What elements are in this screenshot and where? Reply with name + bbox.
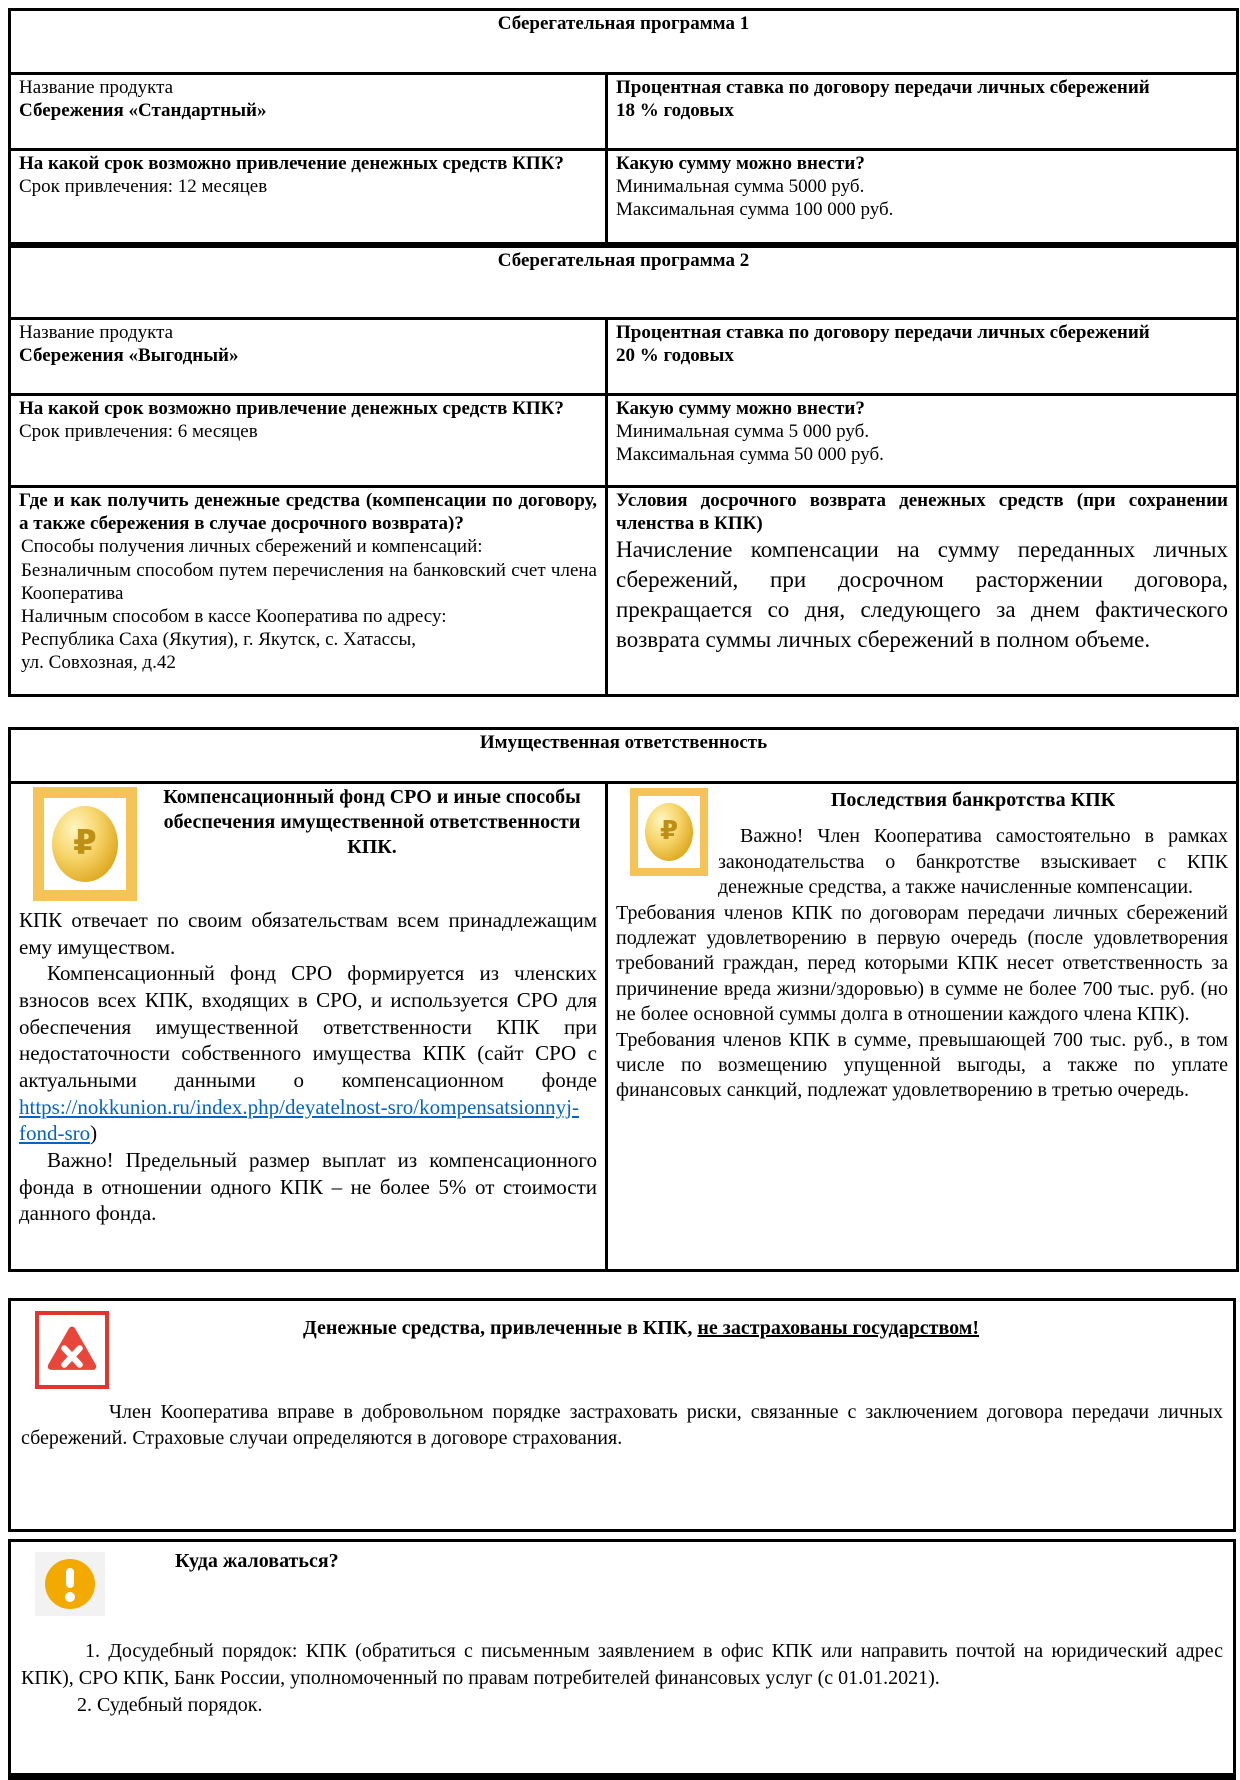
underlined-warning-text: не застрахованы государством! bbox=[697, 1317, 980, 1339]
ruble-symbol: ₽ bbox=[73, 823, 97, 864]
program2-amount-cell bbox=[607, 395, 1238, 487]
program1-term-cell bbox=[10, 150, 607, 244]
table-row bbox=[10, 395, 1238, 487]
savings-program-1-table bbox=[8, 8, 1239, 245]
ruble-symbol: ₽ bbox=[659, 816, 679, 847]
early-return-text: Начисление компенсации на сумму переданных личных сбережений, при досрочном расторжении договора, прекращается со дня, следующего за днем фактического возврата суммы личных сбережений в полном объеме. bbox=[616, 537, 1228, 653]
program2-term-cell bbox=[10, 395, 607, 487]
liability-right-paragraph: Важно! Член Кооператива самостоятельно в рамках законодательства о банкротстве взыскивает с КПК денежные средства, а также начисленные компенсации. bbox=[718, 825, 1229, 899]
payout-title: Где и как получить денежные средства (компенсации по договору, а также сбережения в случае досрочного возврата)? bbox=[19, 490, 597, 535]
ruble-coin-icon bbox=[33, 787, 137, 901]
table-row bbox=[10, 74, 1238, 150]
bankruptcy-heading: Последствия банкротства КПК bbox=[830, 789, 1116, 811]
sro-fund-link[interactable]: https://nokkunion.ru/index.php/deyatelnost-sro/kompensatsionnyj-fond-sro bbox=[19, 1094, 579, 1146]
amount-title: Какую сумму можно внести? bbox=[616, 153, 865, 174]
product-name: Сбережения «Стандартный» bbox=[19, 100, 267, 122]
complaints-box bbox=[8, 1539, 1236, 1780]
rate-value: 18 % годовых bbox=[616, 100, 734, 122]
program1-amount-cell bbox=[607, 150, 1238, 244]
complaints-title: Куда жаловаться? bbox=[175, 1550, 339, 1572]
insurance-warning-body: Член Кооператива вправе в добровольном порядке застраховать риски, связанные с заключением договора передачи личных сбережений. Страховые случаи определяются в договоре страхования. bbox=[21, 1401, 1223, 1449]
early-return-title: Условия досрочного возврата денежных средств (при сохранении членства в КПК) bbox=[616, 490, 1228, 535]
table-row bbox=[10, 783, 1238, 1271]
liability-right-paragraph: Требования членов КПК по договорам передачи личных сбережений подлежат удовлетворению в первую очередь (после удовлетворения требований граждан, перед которыми КПК несет ответственность за причинение вреда жизни/здоровью) в сумме не более 700 тыс. руб. (но не более основной суммы долга в отношении каждого члена КПК). bbox=[616, 901, 1229, 1026]
exclamation-icon bbox=[35, 1552, 105, 1616]
payout-line: Способы получения личных сбережений и компенсаций: bbox=[21, 536, 483, 558]
liability-right-paragraph: Требования членов КПК в сумме, превышающей 700 тыс. руб., в том числе по возмещению упущенной выгоды, а также по уплате финансовых санкций, подлежат удовлетворению в третью очередь. bbox=[616, 1028, 1229, 1102]
program1-rate-cell bbox=[607, 74, 1238, 150]
amount-max: Максимальная сумма 100 000 руб. bbox=[616, 199, 894, 221]
table-row bbox=[10, 150, 1238, 244]
program1-title: Сберегательная программа 1 bbox=[10, 10, 1238, 74]
amount-max: Максимальная сумма 50 000 руб. bbox=[616, 444, 884, 466]
amount-min: Минимальная сумма 5 000 руб. bbox=[616, 421, 870, 443]
liability-title: Имущественная ответственность bbox=[10, 729, 1238, 783]
complaints-item-1: 1. Досудебный порядок: КПК (обратиться с письменным заявлением в офис КПК или направить почтой на юридический адрес КПК), СРО КПК, Банк России, уполномоченный по правам потребителей финансовых услуг (с 01.01.2021). bbox=[21, 1640, 1223, 1689]
liability-left-paragraph: КПК отвечает по своим обязательствам всем принадлежащим ему имуществом. bbox=[19, 908, 597, 959]
amount-title: Какую сумму можно внести? bbox=[616, 398, 865, 419]
term-title: На какой срок возможно привлечение денежных средств КПК? bbox=[19, 153, 564, 174]
rate-title: Процентная ставка по договору передачи личных сбережений bbox=[616, 322, 1150, 343]
payout-line: Республика Саха (Якутия), г. Якутск, с. Хатассы, bbox=[21, 629, 417, 651]
program2-title: Сберегательная программа 2 bbox=[10, 247, 1238, 319]
table-row bbox=[10, 487, 1238, 696]
amount-min: Минимальная сумма 5000 руб. bbox=[616, 176, 865, 198]
payout-line: ул. Совхозная, д.42 bbox=[21, 652, 176, 674]
program1-product-cell bbox=[10, 74, 607, 150]
warning-triangle-icon bbox=[35, 1311, 109, 1389]
program2-rate-cell bbox=[607, 319, 1238, 395]
insurance-warning-title: Денежные средства, привлеченные в КПК, не застрахованы государством! bbox=[302, 1317, 980, 1339]
insurance-warning-box bbox=[8, 1298, 1236, 1532]
payout-line: Наличным способом в кассе Кооператива по адресу: bbox=[21, 605, 447, 627]
table-row bbox=[10, 319, 1238, 395]
liability-right-cell bbox=[607, 783, 1238, 1271]
ruble-coin-icon bbox=[630, 788, 708, 876]
liability-table bbox=[8, 727, 1239, 1272]
term-value: Срок привлечения: 6 месяцев bbox=[19, 421, 258, 443]
product-name: Сбережения «Выгодный» bbox=[19, 345, 239, 367]
term-value: Срок привлечения: 12 месяцев bbox=[19, 176, 268, 198]
term-title: На какой срок возможно привлечение денежных средств КПК? bbox=[19, 398, 564, 419]
complaints-item-2: 2. Судебный порядок. bbox=[77, 1694, 263, 1716]
rate-value: 20 % годовых bbox=[616, 345, 734, 367]
product-label: Название продукта bbox=[19, 322, 174, 343]
savings-program-2-table bbox=[8, 245, 1239, 697]
compensation-fund-heading: Компенсационный фонд СРО и иные способы обеспечения имущественной ответственности КПК. bbox=[163, 786, 581, 858]
liability-left-paragraph: Важно! Предельный размер выплат из компенсационного фонда в отношении одного КПК – не более 5% от стоимости данного фонда. bbox=[19, 1147, 597, 1226]
program2-early-return-cell bbox=[607, 487, 1238, 696]
payout-line: Безналичным способом путем перечисления на банковский счет члена Кооператива bbox=[21, 559, 597, 604]
program2-payout-cell bbox=[10, 487, 607, 696]
product-label: Название продукта bbox=[19, 77, 174, 98]
liability-left-cell bbox=[10, 783, 607, 1271]
liability-left-paragraph: Компенсационный фонд СРО формируется из членских взносов всех КПК, входящих в СРО, и используется СРО для обеспечения имущественной ответственности КПК при недостаточности собственного имущества КПК (сайт СРО с актуальными данными о компенсационном фонде https://nokkunion.ru/index.php/deyatelnost-sro/kompensatsionnyj-fond-sro) bbox=[19, 961, 597, 1146]
program2-product-cell bbox=[10, 319, 607, 395]
rate-title: Процентная ставка по договору передачи личных сбережений bbox=[616, 77, 1150, 98]
